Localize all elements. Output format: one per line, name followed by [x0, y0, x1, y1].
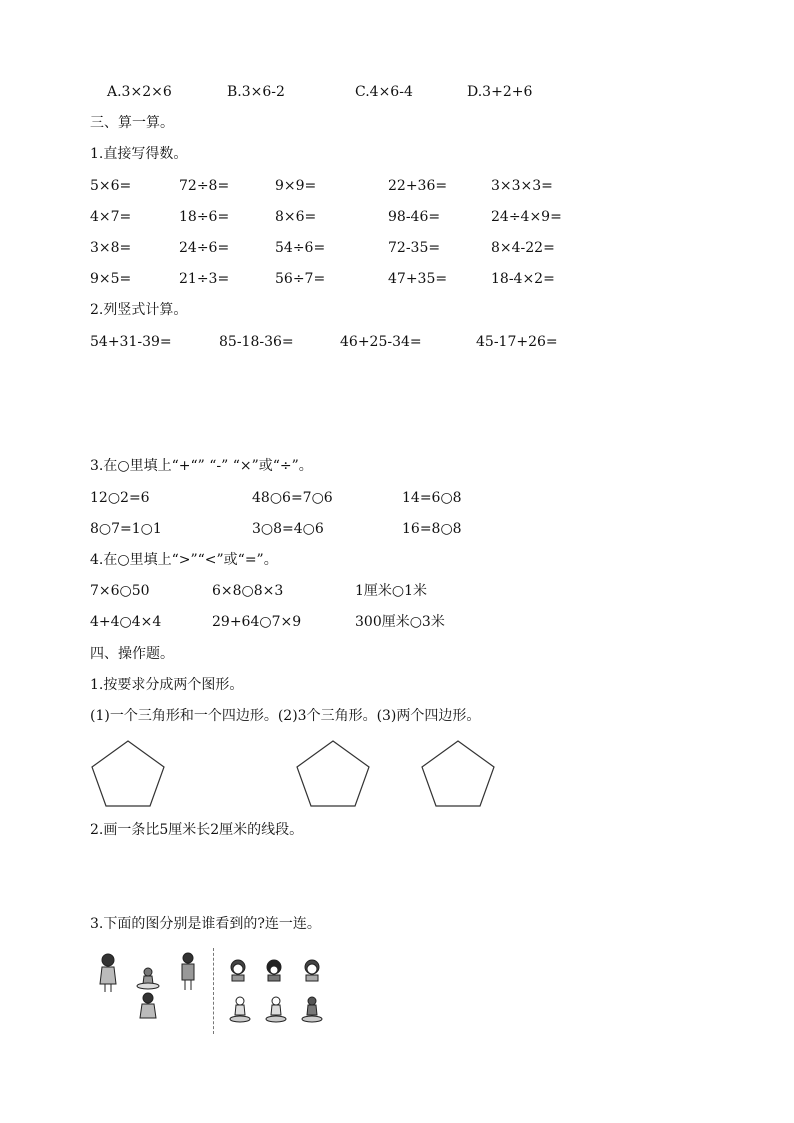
calc-item: 54÷6=	[275, 240, 326, 256]
q1-title: 1.直接写得数。	[90, 146, 188, 162]
calc-item: 21÷3=	[179, 271, 230, 287]
vertical-calc-item: 85-18-36=	[219, 334, 294, 350]
calc-item: 18-4×2=	[491, 271, 555, 287]
views-panel	[226, 955, 330, 1029]
compare-item: 29+64○7×9	[212, 614, 302, 630]
vertical-calc-item: 45-17+26=	[476, 334, 558, 350]
pentagon-3	[420, 740, 496, 808]
compare-item: 4+4○4×4	[90, 614, 162, 630]
op-q1-subtitle: (1)一个三角形和一个四边形。(2)3个三角形。(3)两个四边形。	[90, 708, 481, 724]
calc-item: 9×5=	[90, 271, 132, 287]
calc-item: 8×4-22=	[491, 240, 555, 256]
calc-item: 9×9=	[275, 178, 317, 194]
choice-b: B.3×6-2	[227, 84, 285, 100]
calc-item: 3×3×3=	[491, 178, 553, 194]
q3-title: 3.在○里填上“+“” “-” “×”或“÷”。	[90, 458, 313, 474]
scene-kids-around-cat	[96, 948, 206, 1024]
divider-dashed	[213, 948, 214, 1034]
op-q2-title: 2.画一条比5厘米长2厘米的线段。	[90, 822, 304, 838]
fill-item: 8○7=1○1	[90, 521, 162, 537]
compare-item: 6×8○8×3	[212, 583, 284, 599]
compare-item: 1厘米○1米	[355, 583, 428, 599]
calc-item: 8×6=	[275, 209, 317, 225]
compare-item: 300厘米○3米	[355, 614, 445, 630]
calc-item: 5×6=	[90, 178, 132, 194]
calc-item: 18÷6=	[179, 209, 230, 225]
op-q3-title: 3.下面的图分别是谁看到的?连一连。	[90, 916, 321, 932]
fill-item: 14=6○8	[402, 490, 462, 506]
compare-item: 7×6○50	[90, 583, 150, 599]
calc-item: 3×8=	[90, 240, 132, 256]
calc-item: 72÷8=	[179, 178, 230, 194]
calc-item: 72-35=	[388, 240, 441, 256]
choice-a: A.3×2×6	[107, 84, 172, 100]
pentagon-2	[295, 740, 371, 808]
fill-item: 16=8○8	[402, 521, 462, 537]
fill-item: 12○2=6	[90, 490, 150, 506]
q2-title: 2.列竖式计算。	[90, 302, 188, 318]
choice-d: D.3+2+6	[467, 84, 533, 100]
calc-item: 98-46=	[388, 209, 441, 225]
q4-title: 4.在○里填上“>”“<”或“=”。	[90, 552, 278, 568]
calc-item: 56÷7=	[275, 271, 326, 287]
calc-item: 4×7=	[90, 209, 132, 225]
choice-c: C.4×6-4	[355, 84, 413, 100]
fill-item: 3○8=4○6	[252, 521, 324, 537]
fill-item: 48○6=7○6	[252, 490, 333, 506]
pentagon-1	[90, 740, 166, 808]
vertical-calc-item: 54+31-39=	[90, 334, 172, 350]
vertical-calc-item: 46+25-34=	[340, 334, 422, 350]
calc-item: 47+35=	[388, 271, 448, 287]
section3-title: 三、算一算。	[90, 115, 174, 131]
op-q1-title: 1.按要求分成两个图形。	[90, 677, 244, 693]
calc-item: 24÷4×9=	[491, 209, 562, 225]
section4-title: 四、操作题。	[90, 646, 174, 662]
calc-item: 24÷6=	[179, 240, 230, 256]
calc-item: 22+36=	[388, 178, 448, 194]
